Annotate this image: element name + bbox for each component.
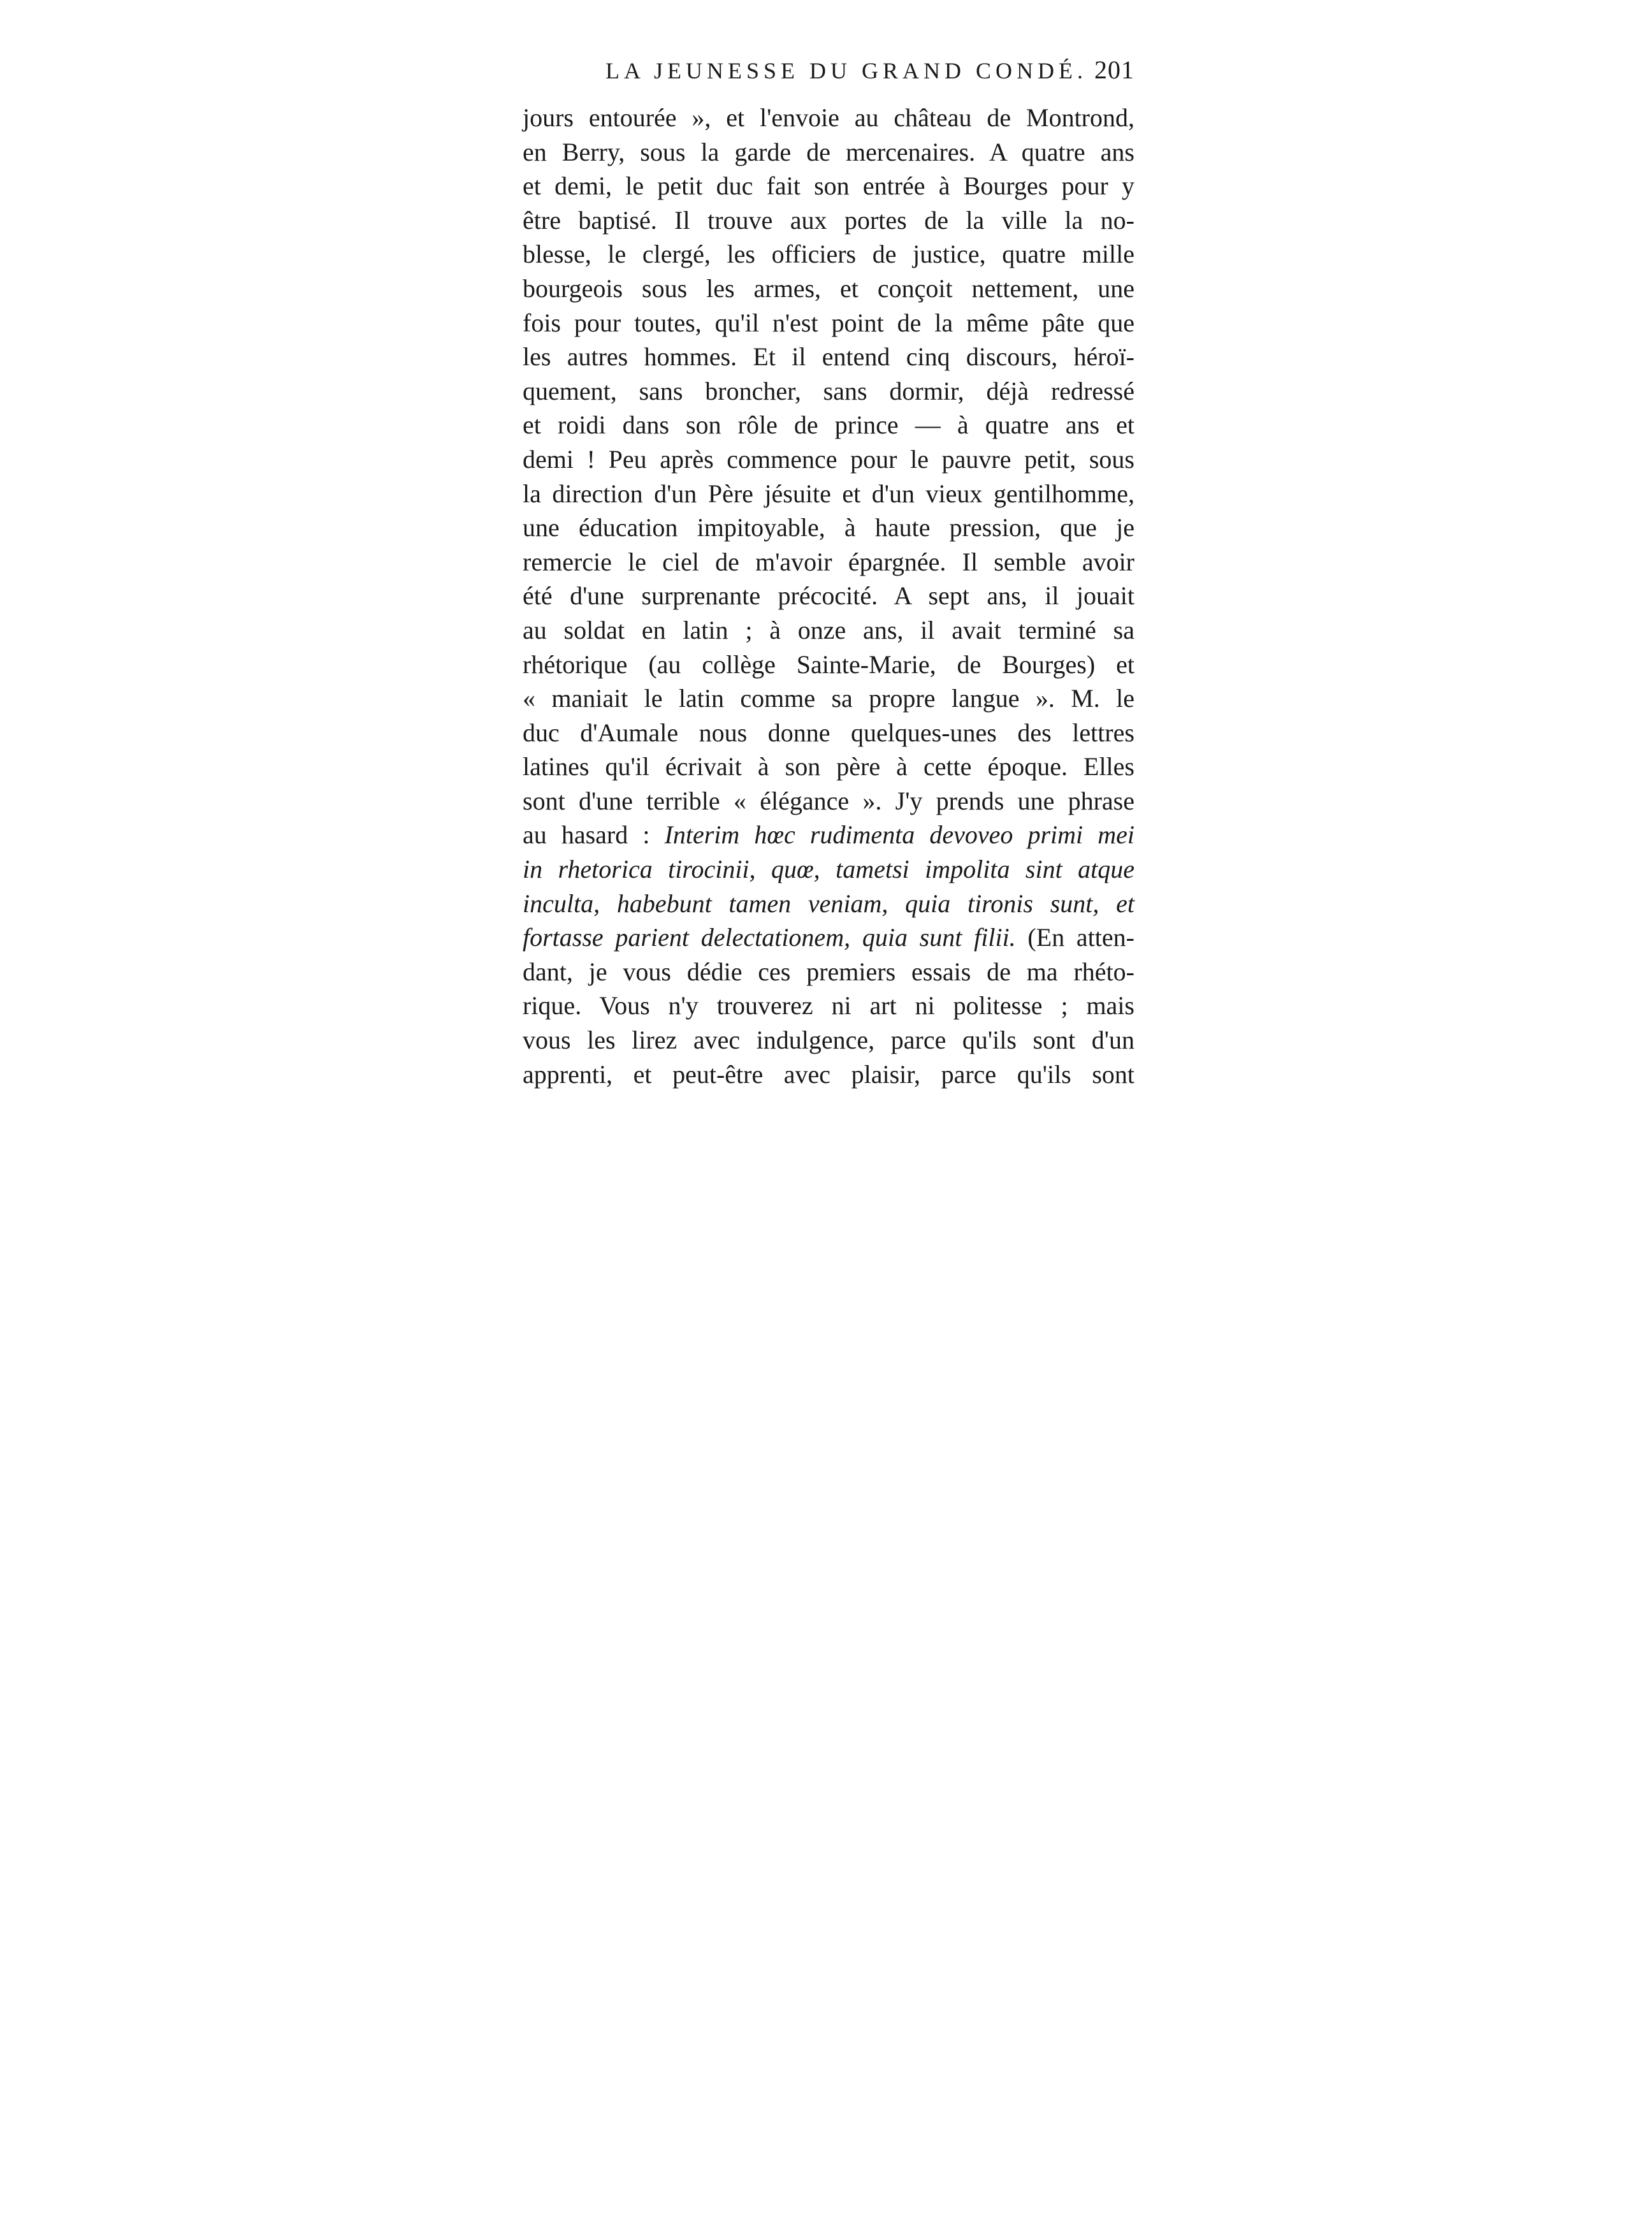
text-line: latines qu'il écrivait à son père à cette époque. Elles bbox=[523, 752, 1134, 781]
text-line: demi ! Peu après commence pour le pauvre petit, sous bbox=[523, 444, 1134, 474]
page-number: 201 bbox=[1094, 55, 1134, 84]
roman-segment: (En atten- bbox=[1015, 923, 1134, 952]
text-line: été d'une surprenante précocité. A sept ans, il jouait bbox=[523, 581, 1134, 611]
page-header bbox=[523, 52, 1134, 97]
text-line: bourgeois sous les armes, et conçoit nettement, une bbox=[523, 273, 1134, 303]
text-line-mixed bbox=[523, 920, 1134, 955]
text-line: sont d'une terrible « élégance ». J'y prends une phrase bbox=[523, 786, 1134, 815]
text-line: vous les lirez avec indulgence, parce qu'ils sont d'un bbox=[523, 1026, 1134, 1055]
text-line: apprenti, et peut-être avec plaisir, parce qu'ils sont bbox=[523, 1059, 1134, 1089]
text-line: au soldat en latin ; à onze ans, il avait terminé sa bbox=[523, 615, 1134, 644]
text-line-mixed bbox=[523, 818, 1134, 852]
text-line: la direction d'un Père jésuite et d'un vieux gentilhomme, bbox=[523, 479, 1134, 508]
text-line: blesse, le clergé, les officiers de justice, quatre mille bbox=[523, 240, 1134, 269]
roman-segment: au hasard : bbox=[523, 820, 665, 850]
latin-quote-segment: fortasse parient delectationem, quia sunt filii. bbox=[523, 923, 1016, 952]
text-line: les autres hommes. Et il entend cinq discours, héroï- bbox=[523, 342, 1134, 372]
text-line: duc d'Aumale nous donne quelques-unes des lettres bbox=[523, 718, 1134, 747]
latin-quote-line: in rhetorica tirocinii, quœ, tametsi impolita sint atque bbox=[523, 855, 1134, 884]
text-line: et demi, le petit duc fait son entrée à Bourges pour y bbox=[523, 171, 1134, 201]
running-head: LA JEUNESSE DU GRAND CONDÉ. bbox=[605, 58, 1088, 83]
text-line: dant, je vous dédie ces premiers essais de ma rhéto- bbox=[523, 957, 1134, 986]
text-line: et roidi dans son rôle de prince — à quatre ans et bbox=[523, 410, 1134, 440]
body-text bbox=[523, 101, 1134, 1091]
text-line: « maniait le latin comme sa propre langue ». M. le bbox=[523, 684, 1134, 713]
text-line: rique. Vous n'y trouverez ni art ni politesse ; mais bbox=[523, 991, 1134, 1020]
text-line: remercie le ciel de m'avoir épargnée. Il semble avoir bbox=[523, 547, 1134, 576]
text-line: quement, sans broncher, sans dormir, déjà redressé bbox=[523, 376, 1134, 405]
text-line: en Berry, sous la garde de mercenaires. A quatre ans bbox=[523, 137, 1134, 166]
text-line: fois pour toutes, qu'il n'est point de la même pâte que bbox=[523, 308, 1134, 337]
latin-quote-line: inculta, habebunt tamen veniam, quia tironis sunt, et bbox=[523, 889, 1134, 918]
latin-quote-segment: Interim hœc rudimenta devoveo primi mei bbox=[664, 820, 1134, 850]
text-line: être baptisé. Il trouve aux portes de la ville la no- bbox=[523, 205, 1134, 235]
text-line: une éducation impitoyable, à haute pression, que je bbox=[523, 513, 1134, 542]
text-line: rhétorique (au collège Sainte-Marie, de Bourges) et bbox=[523, 650, 1134, 679]
text-line: jours entourée », et l'envoie au château de Montrond, bbox=[523, 103, 1134, 132]
